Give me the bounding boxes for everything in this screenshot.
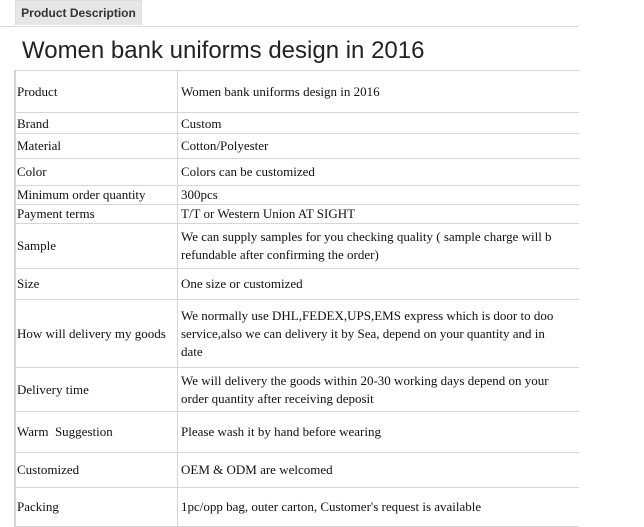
table-row <box>16 224 580 269</box>
row-key: Sample <box>16 224 178 269</box>
table-row <box>16 368 580 412</box>
table-row <box>16 71 580 113</box>
row-value <box>178 368 580 412</box>
table-row <box>16 488 580 527</box>
table-row <box>16 159 580 186</box>
row-value: Women bank uniforms design in 2016 <box>178 71 580 113</box>
row-key: Product <box>16 71 178 113</box>
row-value <box>178 300 580 368</box>
row-key: Warm Suggestion <box>16 412 178 453</box>
table-row <box>16 300 580 368</box>
row-key: Size <box>16 269 178 300</box>
row-key: How will delivery my goods <box>16 300 178 368</box>
row-value: 1pc/opp bag, outer carton, Customer's request is available <box>178 488 580 527</box>
row-key: Minimum order quantity <box>16 186 178 205</box>
row-value: Colors can be customized <box>178 159 580 186</box>
page-title: Women bank uniforms design in 2016 <box>22 37 425 64</box>
row-value-line: date <box>181 343 203 359</box>
row-key: Material <box>16 134 178 159</box>
row-value: T/T or Western Union AT SIGHT <box>178 205 580 224</box>
row-value: One size or customized <box>178 269 580 300</box>
row-key: Delivery time <box>16 368 178 412</box>
row-value: 300pcs <box>178 186 580 205</box>
table-row <box>16 113 580 134</box>
row-key: Payment terms <box>16 205 178 224</box>
row-value-line: We will delivery the goods within 20-30 working days depend on your <box>181 372 549 388</box>
spec-table <box>15 70 579 527</box>
table-row <box>16 205 580 224</box>
row-value-line: We normally use DHL,FEDEX,UPS,EMS express which is door to doo <box>181 307 554 323</box>
table-row <box>16 186 580 205</box>
row-key: Packing <box>16 488 178 527</box>
row-key: Customized <box>16 453 178 488</box>
table-row <box>16 269 580 300</box>
row-key: Brand <box>16 113 178 134</box>
row-value <box>178 224 580 269</box>
spec-table-container <box>14 70 579 527</box>
table-row <box>16 134 580 159</box>
row-value-line: service,also we can delivery it by Sea, depend on your quantity and in <box>181 325 545 341</box>
row-value: Custom <box>178 113 580 134</box>
row-value: OEM & ODM are welcomed <box>178 453 580 488</box>
row-key: Color <box>16 159 178 186</box>
table-row <box>16 453 580 488</box>
tab-product-description[interactable]: Product Description <box>15 0 142 25</box>
row-value-line: We can supply samples for you checking quality ( sample charge will b <box>181 229 552 244</box>
row-value: Please wash it by hand before wearing <box>178 412 580 453</box>
tab-bar <box>0 0 578 27</box>
row-value-line: refundable after confirming the order) <box>181 247 379 262</box>
row-value-line: order quantity after receiving deposit <box>181 390 374 406</box>
row-value: Cotton/Polyester <box>178 134 580 159</box>
table-row <box>16 412 580 453</box>
